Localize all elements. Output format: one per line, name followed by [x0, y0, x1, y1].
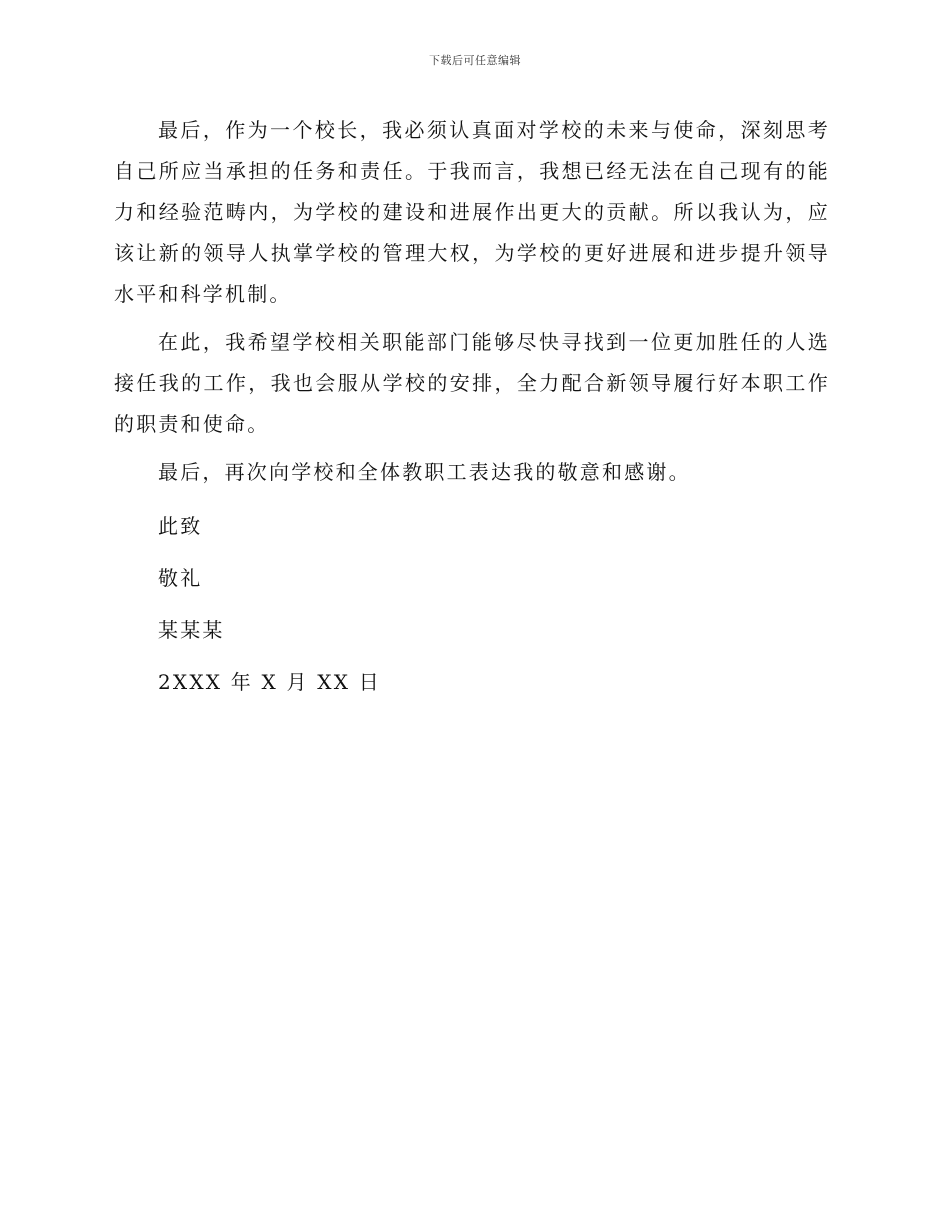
letter-date: 2XXX 年 X 月 XX 日 — [158, 670, 381, 694]
letter-body — [114, 110, 830, 708]
closing-thanks: 最后，再次向学校和全体教职工表达我的敬意和感谢。 — [158, 460, 691, 484]
signature: 某某某 — [158, 618, 225, 642]
salutation-jingli: 敬礼 — [158, 566, 203, 590]
salutation-cizhi: 此致 — [158, 514, 203, 538]
page-header-note: 下载后可任意编辑 — [429, 54, 521, 67]
paragraph-successor-request: 在此，我希望学校相关职能部门能够尽快寻找到一位更加胜任的人选接任我的工作，我也会服从学校的安排，全力配合新领导履行好本职工作的职责和使命。 — [114, 330, 830, 436]
paragraph-resignation-reason: 最后，作为一个校长，我必须认真面对学校的未来与使命，深刻思考自己所应当承担的任务和责任。于我而言，我想已经无法在自己现有的能力和经验范畴内，为学校的建设和进展作出更大的贡献。所以我认为，应该让新的领导人执掌学校的管理大权，为学校的更好进展和进步提升领导水平和科学机制。 — [114, 118, 830, 306]
